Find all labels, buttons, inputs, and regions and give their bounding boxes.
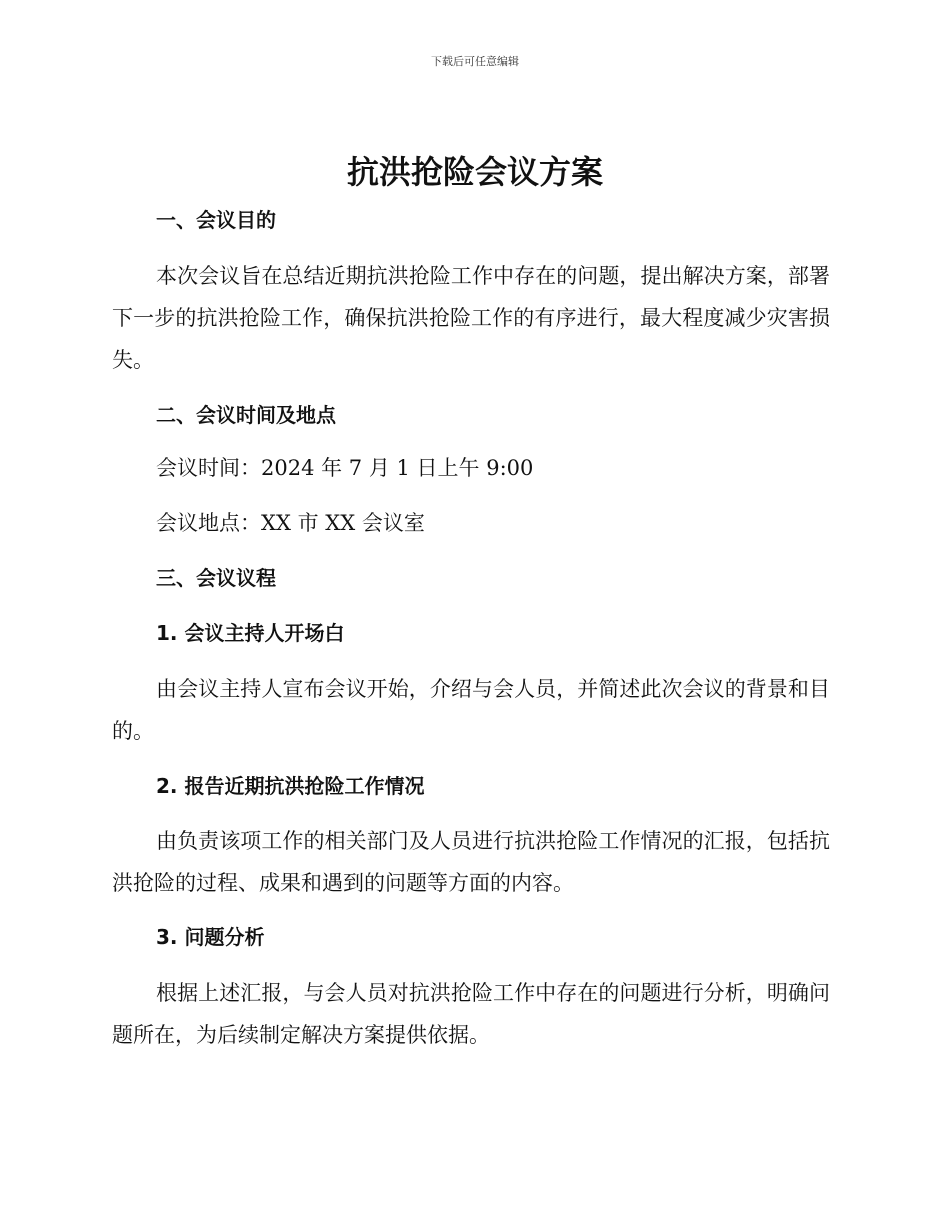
agenda-item-3-heading: 3. 问题分析 (156, 925, 265, 949)
section-heading-time-place: 二、会议时间及地点 (156, 403, 336, 427)
purpose-paragraph: 本次会议旨在总结近期抗洪抢险工作中存在的问题，提出解决方案，部署下一步的抗洪抢险工作，确保抗洪抢险工作的有序进行，最大程度减少灾害损失。 (112, 264, 830, 372)
header-note: 下载后可任意编辑 (431, 55, 519, 68)
agenda-item-1-paragraph: 由会议主持人宣布会议开始，介绍与会人员，并简述此次会议的背景和目的。 (112, 677, 830, 743)
document-title: 抗洪抢险会议方案 (346, 153, 603, 191)
agenda-item-2-heading: 2. 报告近期抗洪抢险工作情况 (156, 774, 425, 798)
agenda-item-1-heading: 1. 会议主持人开场白 (156, 621, 345, 645)
agenda-item-3-paragraph: 根据上述汇报，与会人员对抗洪抢险工作中存在的问题进行分析，明确问题所在，为后续制定解决方案提供依据。 (112, 981, 830, 1047)
meeting-place-line: 会议地点：XX 市 XX 会议室 (156, 511, 425, 535)
section-heading-purpose: 一、会议目的 (156, 208, 276, 232)
section-heading-agenda: 三、会议议程 (156, 566, 276, 590)
agenda-item-2-paragraph: 由负责该项工作的相关部门及人员进行抗洪抢险工作情况的汇报，包括抗洪抢险的过程、成果和遇到的问题等方面的内容。 (112, 829, 830, 895)
meeting-time-line: 会议时间：2024 年 7 月 1 日上午 9:00 (156, 456, 534, 480)
